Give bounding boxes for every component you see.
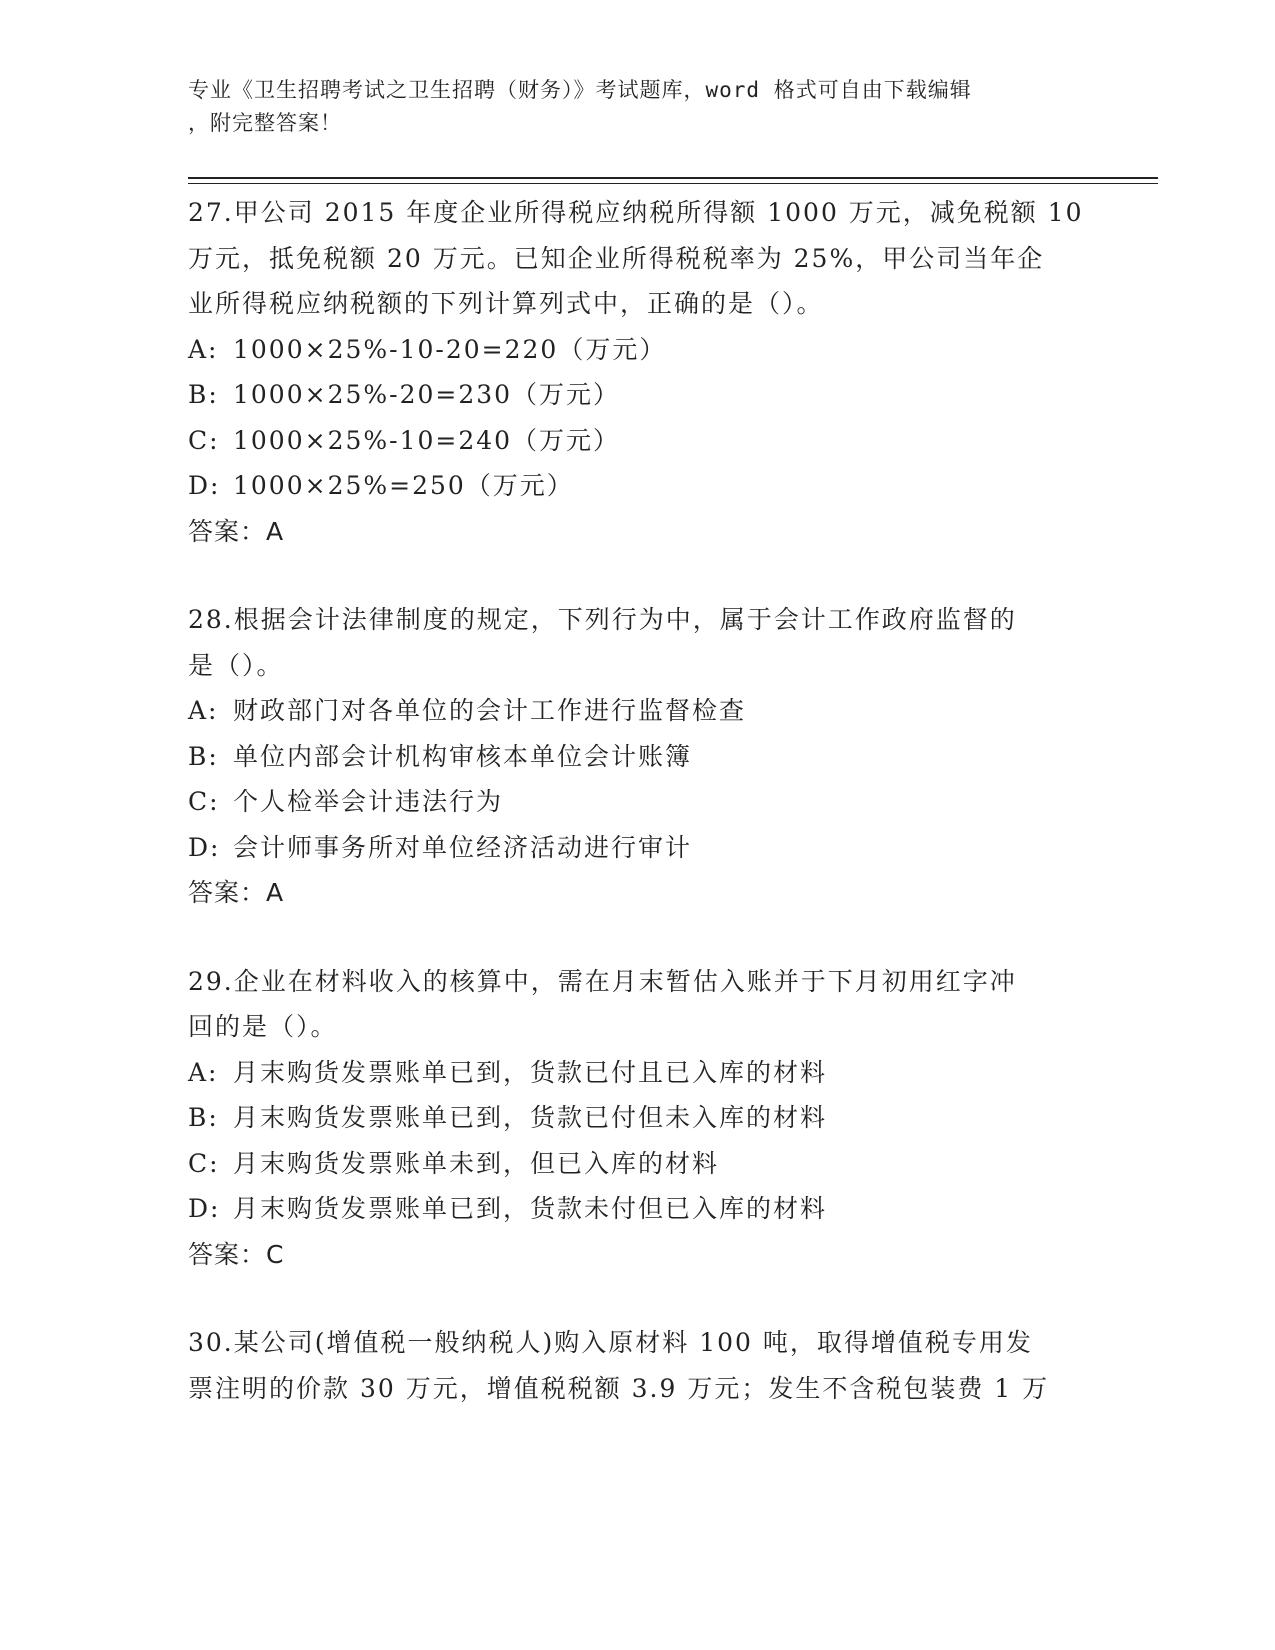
option-c <box>188 779 1088 825</box>
header-divider-thick <box>188 177 1158 179</box>
option-letter: D: <box>188 471 221 500</box>
option-a <box>188 1050 1088 1096</box>
question-text <box>188 190 1088 327</box>
option-text: 1000×25%-10-20=220（万元） <box>233 334 667 364</box>
option-letter: C: <box>188 1148 220 1178</box>
question-28 <box>188 597 1088 916</box>
question-text-line: 票注明的价款 30 万元，增值税税额 3.9 万元；发生不含税包装费 1 万 <box>188 1373 1050 1403</box>
question-text <box>188 597 1088 688</box>
option-letter: D: <box>188 1194 221 1223</box>
option-text: 月末购货发票账单已到，货款已付但未入库的材料 <box>233 1103 828 1132</box>
header-line-1: 专业《卫生招聘考试之卫生招聘（财务）》考试题库，word 格式可自由下载编辑 <box>188 78 972 102</box>
option-d <box>188 825 1088 871</box>
option-d <box>188 463 1088 509</box>
option-text: 个人检举会计违法行为 <box>233 787 504 816</box>
option-letter: B: <box>188 741 219 771</box>
option-text: 单位内部会计机构审核本单位会计账簿 <box>233 741 693 771</box>
option-letter: C: <box>188 425 220 455</box>
question-text-line: 是（）。 <box>188 650 284 680</box>
question-text <box>188 959 1088 1050</box>
option-text: 1000×25%=250（万元） <box>233 471 574 500</box>
option-letter: B: <box>188 380 219 409</box>
option-letter: A: <box>188 696 219 725</box>
question-27 <box>188 190 1088 554</box>
question-text-line: 27.甲公司 2015 年度企业所得税应纳税所得额 1000 万元，减免税额 10 <box>188 198 1084 227</box>
header-divider-thin <box>188 183 1158 184</box>
option-text: 1000×25%-20=230（万元） <box>233 380 621 409</box>
option-text: 财政部门对各单位的会计工作进行监督检查 <box>233 696 747 725</box>
question-29 <box>188 959 1088 1278</box>
question-text <box>188 1320 1088 1411</box>
option-text: 1000×25%-10=240（万元） <box>233 425 621 455</box>
question-list <box>188 190 1088 1411</box>
option-letter: A: <box>188 334 219 364</box>
option-letter: D: <box>188 832 221 862</box>
option-text: 会计师事务所对单位经济活动进行审计 <box>233 832 693 862</box>
option-letter: A: <box>188 1057 219 1087</box>
header-line-2: ，附完整答案！ <box>188 111 342 135</box>
option-text: 月末购货发票账单已到，货款已付且已入库的材料 <box>233 1057 828 1087</box>
option-b <box>188 1095 1088 1141</box>
option-b <box>188 734 1088 780</box>
question-text-line: 29.企业在材料收入的核算中，需在月末暂估入账并于下月初用红字冲 <box>188 966 1017 996</box>
question-30 <box>188 1320 1088 1411</box>
document-header <box>188 74 1088 140</box>
question-text-line: 30.某公司(增值税一般纳税人)购入原材料 100 吨，取得增值税专用发 <box>188 1328 1033 1357</box>
option-letter: C: <box>188 787 220 816</box>
question-text-line: 28.根据会计法律制度的规定，下列行为中，属于会计工作政府监督的 <box>188 605 1017 634</box>
option-c <box>188 418 1088 464</box>
option-text: 月末购货发票账单已到，货款未付但已入库的材料 <box>233 1194 828 1223</box>
question-text-line: 业所得税应纳税额的下列计算列式中，正确的是（）。 <box>188 289 824 318</box>
answer-label: 答案：A <box>188 516 285 546</box>
question-text-line: 万元，抵免税额 20 万元。已知企业所得税税率为 25%，甲公司当年企 <box>188 243 1045 273</box>
option-c <box>188 1141 1088 1187</box>
option-b <box>188 372 1088 418</box>
option-text: 月末购货发票账单未到，但已入库的材料 <box>233 1148 720 1178</box>
option-letter: B: <box>188 1103 219 1132</box>
option-a <box>188 327 1088 373</box>
answer-label: 答案：C <box>188 1239 285 1269</box>
answer-label: 答案：A <box>188 878 285 907</box>
option-a <box>188 688 1088 734</box>
option-d <box>188 1186 1088 1232</box>
question-text-line: 回的是（）。 <box>188 1012 338 1041</box>
